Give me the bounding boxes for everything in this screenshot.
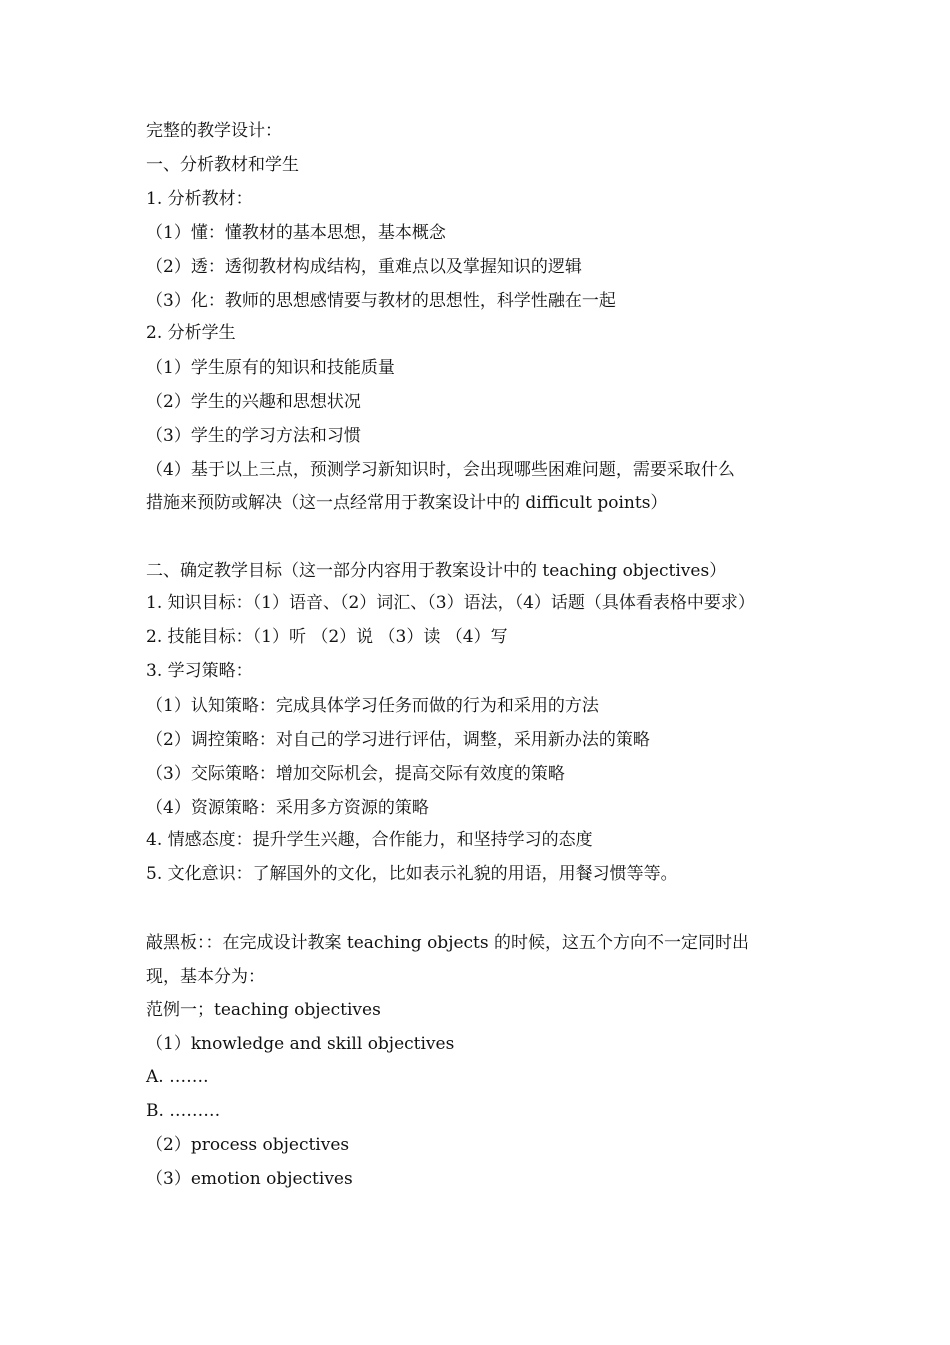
list-item: （1）认知策略：完成具体学习任务而做的行为和采用的方法: [146, 696, 599, 716]
list-item: （4）资源策略：采用多方资源的策略: [146, 798, 429, 818]
list-item: 1. 知识目标：（1）语音、（2）词汇、（3）语法，（4）话题（具体看表格中要求）: [146, 593, 755, 613]
section-heading-1: 一、分析教材和学生: [146, 155, 299, 175]
document-title: 完整的教学设计：: [146, 121, 282, 141]
list-item: （3）emotion objectives: [146, 1169, 353, 1189]
subheading-analyze-students: 2. 分析学生: [146, 323, 236, 343]
list-item: 5. 文化意识：了解国外的文化，比如表示礼貌的用语，用餐习惯等等。: [146, 864, 678, 884]
list-item: （2）透：透彻教材构成结构，重难点以及掌握知识的逻辑: [146, 257, 582, 277]
list-item: （3）化：教师的思想感情要与教材的思想性，科学性融在一起: [146, 291, 616, 311]
list-item: （3）交际策略：增加交际机会，提高交际有效度的策略: [146, 764, 565, 784]
list-item: （1）knowledge and skill objectives: [146, 1034, 455, 1054]
list-item-continuation: 措施来预防或解决（这一点经常用于教案设计中的 difficult points）: [146, 493, 668, 513]
list-item: （1）学生原有的知识和技能质量: [146, 358, 395, 378]
note-paragraph: 敲黑板：：在完成设计教案 teaching objects 的时候，这五个方向不一定同时出: [146, 933, 750, 953]
note-paragraph-continuation: 现，基本分为：: [146, 967, 265, 987]
list-item: 2. 技能目标：（1）听 （2）说 （3）读 （4）写: [146, 627, 508, 647]
list-item: （2）学生的兴趣和思想状况: [146, 392, 361, 412]
list-item: B. ………: [146, 1101, 221, 1121]
section-heading-2: 二、确定教学目标（这一部分内容用于教案设计中的 teaching objectives）: [146, 561, 727, 581]
subheading-learning-strategies: 3. 学习策略：: [146, 661, 253, 681]
list-item: 4. 情感态度：提升学生兴趣，合作能力，和坚持学习的态度: [146, 830, 593, 850]
list-item: （1）懂：懂教材的基本思想，基本概念: [146, 223, 446, 243]
list-item: （2）process objectives: [146, 1135, 350, 1155]
subheading-analyze-materials: 1. 分析教材：: [146, 189, 253, 209]
list-item: A. …….: [146, 1067, 209, 1087]
list-item: （4）基于以上三点，预测学习新知识时，会出现哪些困难问题，需要采取什么: [146, 460, 735, 480]
list-item: （2）调控策略：对自己的学习进行评估，调整，采用新办法的策略: [146, 730, 650, 750]
example-heading: 范例一；teaching objectives: [146, 1000, 381, 1020]
list-item: （3）学生的学习方法和习惯: [146, 426, 361, 446]
